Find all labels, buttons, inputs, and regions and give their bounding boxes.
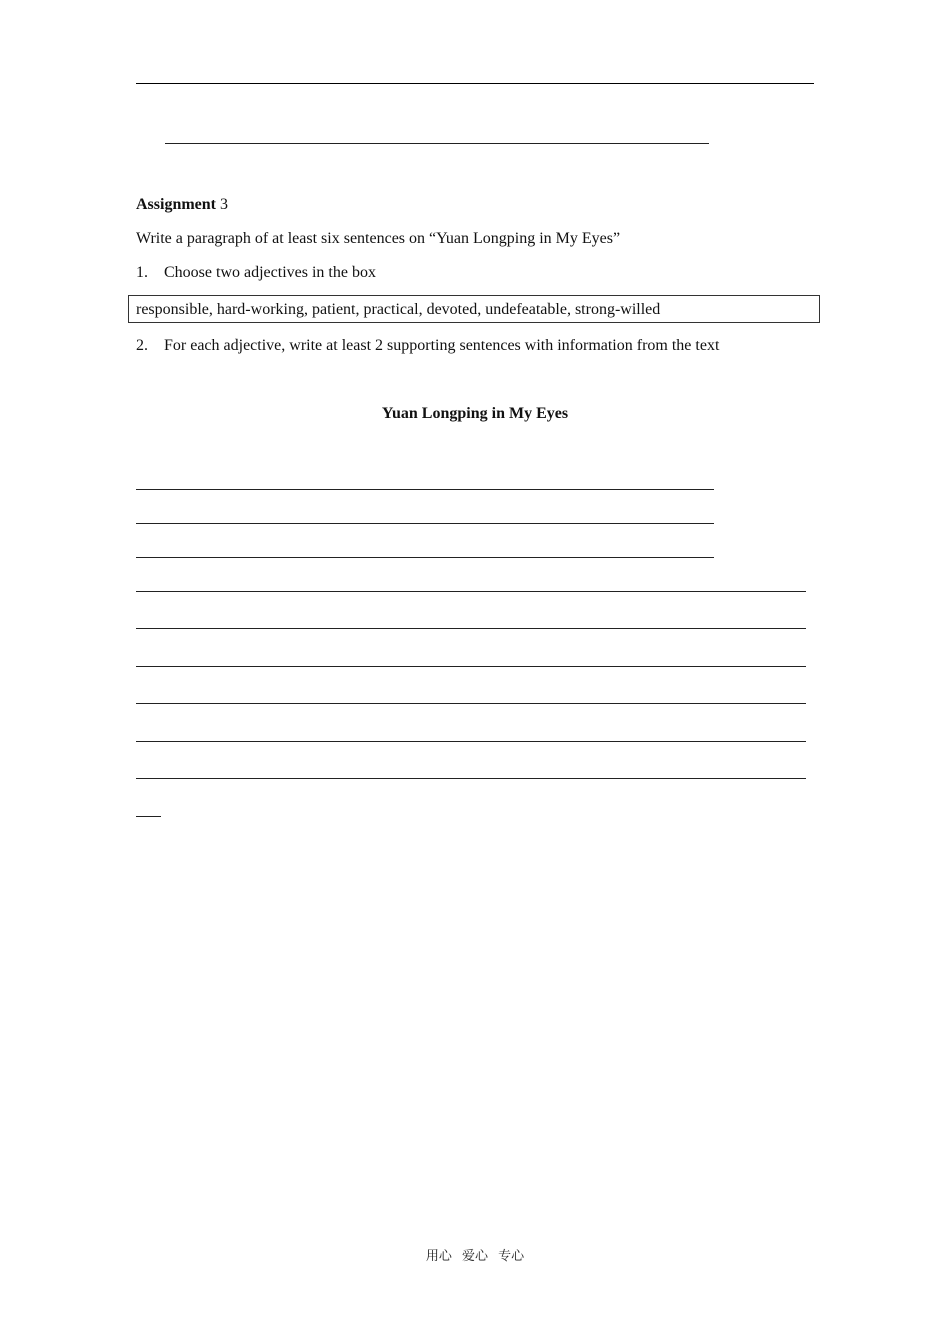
- assignment-heading: [136, 195, 228, 215]
- step-2-text: For each adjective, write at least 2 supporting sentences with information from the text: [164, 337, 720, 354]
- assignment-number: 3: [220, 196, 229, 213]
- adjective-list: responsible, hard-working, patient, practical, devoted, undefeatable, strong-willed: [136, 301, 661, 318]
- writing-line[interactable]: [136, 778, 806, 779]
- essay-title: Yuan Longping in My Eyes: [381, 405, 569, 422]
- writing-line[interactable]: [136, 523, 714, 524]
- writing-line[interactable]: [136, 557, 714, 558]
- step-1: [136, 263, 376, 283]
- writing-line[interactable]: [136, 591, 806, 592]
- adjective-box: [128, 295, 820, 323]
- writing-line[interactable]: [136, 703, 806, 704]
- writing-line[interactable]: [136, 741, 806, 742]
- writing-line[interactable]: [136, 666, 806, 667]
- writing-line[interactable]: [136, 489, 714, 490]
- assignment-label: Assignment: [136, 196, 217, 213]
- header-rule: [136, 83, 814, 84]
- writing-line[interactable]: [136, 628, 806, 629]
- step-2-number: 2.: [136, 337, 148, 354]
- step-1-number: 1.: [136, 264, 148, 281]
- step-2: [136, 336, 719, 356]
- writing-line-end[interactable]: [136, 816, 161, 817]
- page-footer: 用心 爱心 专心: [425, 1249, 525, 1264]
- assignment-instruction: Write a paragraph of at least six sentences on “Yuan Longping in My Eyes”: [136, 230, 621, 247]
- answer-line-previous[interactable]: [165, 143, 709, 144]
- step-1-text: Choose two adjectives in the box: [164, 264, 376, 281]
